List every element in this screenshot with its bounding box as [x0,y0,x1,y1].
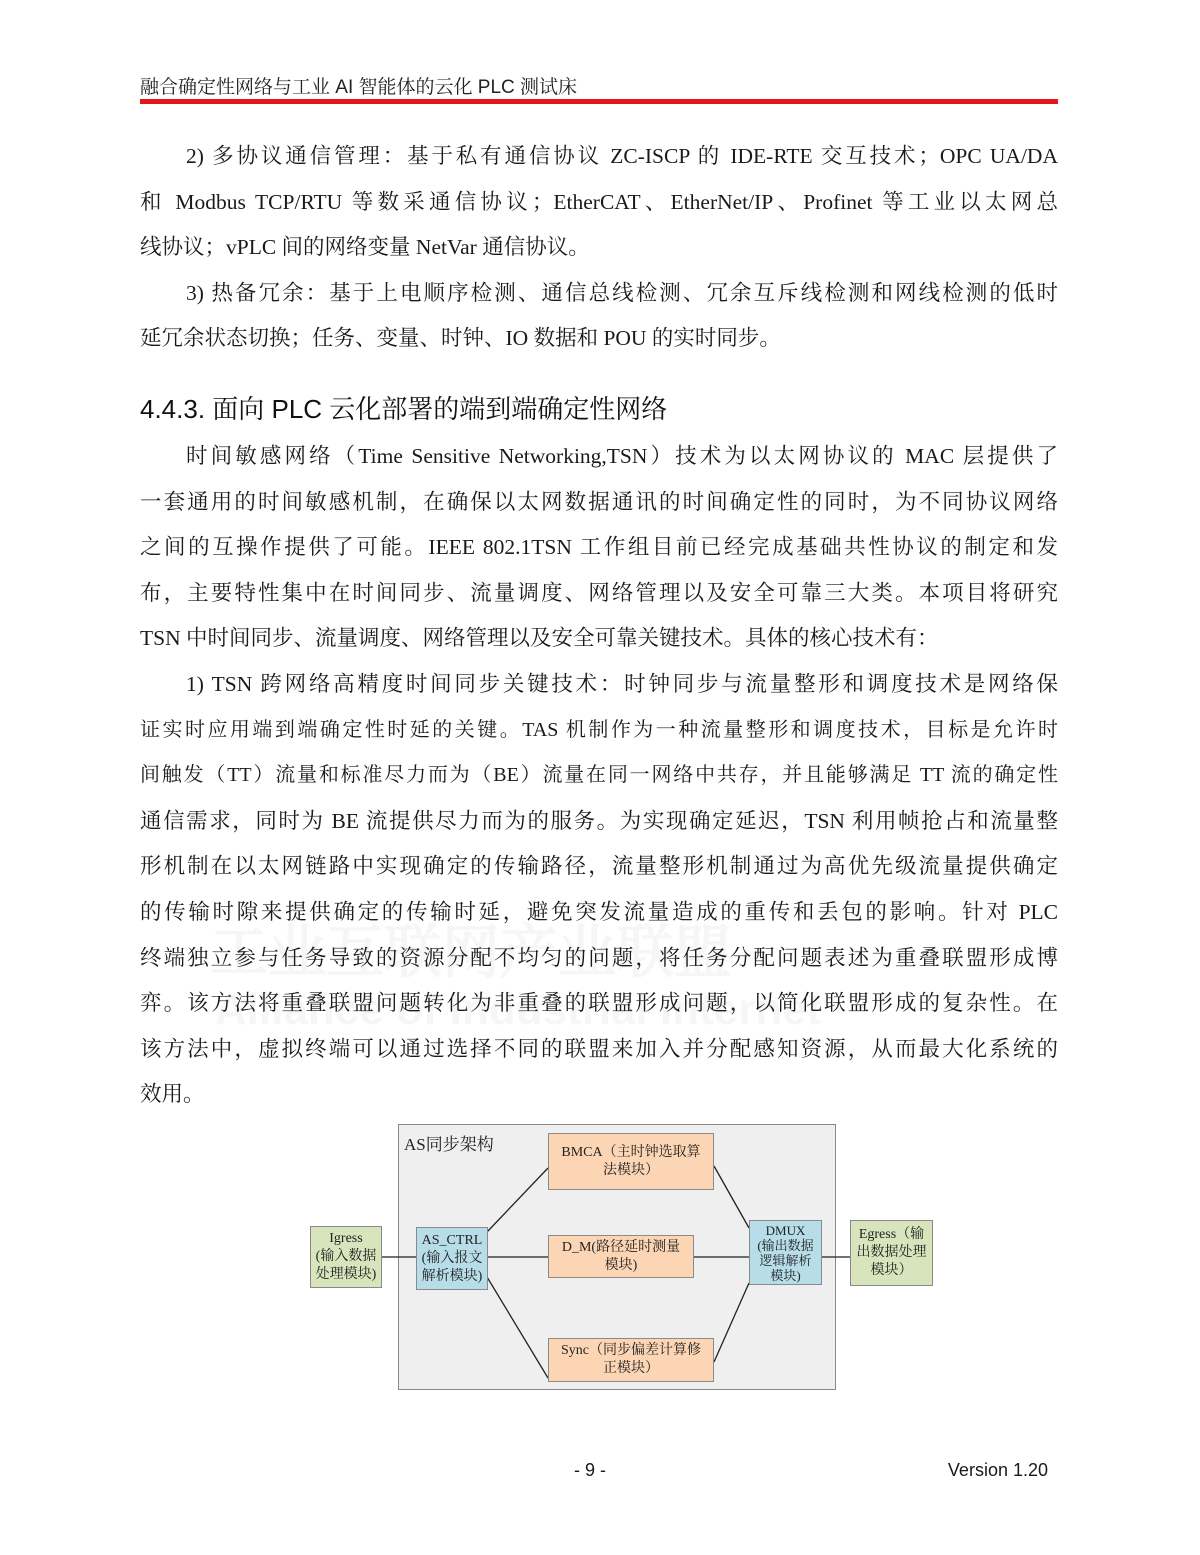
text-line: 终端独立参与任务导致的资源分配不均匀的问题，将任务分配问题表述为重叠联盟形成博 [140,945,1058,970]
egress-module: Egress（输 出数据处理 模块） [850,1220,933,1286]
igress-module: Igress (输入数据 处理模块) [310,1226,382,1288]
text-line: TSN 中时间同步、流量调度、网络管理以及安全可靠关键技术。具体的核心技术有： [140,626,939,651]
text-line: 延冗余状态切换；任务、变量、时钟、IO 数据和 POU 的实时同步。 [140,326,781,351]
version-label: Version 1.20 [947,1460,1048,1480]
text-line: 弈。该方法将重叠联盟问题转化为非重叠的联盟形成问题，以简化联盟形成的复杂性。在 [140,991,1058,1016]
text-line: 间触发（TT）流量和标准尽力而为（BE）流量在同一网络中共存，并且能够满足 TT 流的确定性 [140,764,1058,787]
text-line: 该方法中，虚拟终端可以通过选择不同的联盟来加入并分配感知资源，从而最大化系统的 [140,1036,1058,1061]
dm-module: D_M(路径延时测量 模块) [548,1235,694,1278]
running-header: 融合确定性网络与工业 AI 智能体的云化 PLC 测试床 [140,77,578,98]
connector [487,1277,548,1378]
as-ctrl-module: AS_CTRL (输入报文 解析模块) [416,1227,488,1290]
text-line: 和 Modbus TCP/RTU 等数采通信协议；EtherCAT、EtherNet/IP、Profinet 等工业以太网总 [140,189,1058,214]
sync-module: Sync（同步偏差计算修 正模块） [548,1338,714,1382]
section-heading: 4.4.3. 面向 PLC 云化部署的端到端确定性网络 [140,394,668,424]
text-line: 2) 多协议通信管理：基于私有通信协议 ZC-ISCP 的 IDE-RTE 交互技术；OPC UA/DA [186,144,1058,168]
connector [714,1166,749,1228]
text-line: 形机制在以太网链路中实现确定的传输路径，流量整形机制通过为高优先级流量提供确定 [140,854,1058,879]
bmca-module: BMCA（主时钟选取算 法模块） [548,1133,714,1190]
text-line: 通信需求，同时为 BE 流提供尽力而为的服务。为实现确定延迟，TSN 利用帧抢占和流量整 [140,808,1058,833]
text-line: 证实时应用端到端确定性时延的关键。TAS 机制作为一种流量整形和调度技术，目标是允许时 [140,718,1058,741]
text-line: 时间敏感网络（Time Sensitive Networking,TSN）技术为以太网协议的 MAC 层提供了 [186,444,1058,468]
dmux-module: DMUX (输出数据 逻辑解析 模块) [749,1220,822,1285]
diagram-frame-label: AS同步架构 [404,1135,494,1154]
connector [714,1283,749,1362]
connector [487,1168,548,1232]
text-line: 1) TSN 跨网络高精度时间同步关键技术：时钟同步与流量整形和调度技术是网络保 [186,671,1058,696]
text-line: 的传输时隙来提供确定的传输时延，避免突发流量造成的重传和丢包的影响。针对 PLC [140,899,1058,924]
text-line: 布，主要特性集中在时间同步、流量调度、网络管理以及安全可靠三大类。本项目将研究 [140,580,1058,605]
text-line: 之间的互操作提供了可能。IEEE 802.1TSN 工作组目前已经完成基础共性协议的制定和发 [140,535,1058,560]
text-line: 线协议；vPLC 间的网络变量 NetVar 通信协议。 [140,235,590,260]
text-line: 效用。 [140,1082,205,1107]
text-line: 3) 热备冗余：基于上电顺序检测、通信总线检测、冗余互斥线检测和网线检测的低时 [186,280,1058,305]
page-number: - 9 - [574,1460,607,1480]
text-line: 一套通用的时间敏感机制，在确保以太网数据通讯的时间确定性的同时，为不同协议网络 [140,489,1058,514]
